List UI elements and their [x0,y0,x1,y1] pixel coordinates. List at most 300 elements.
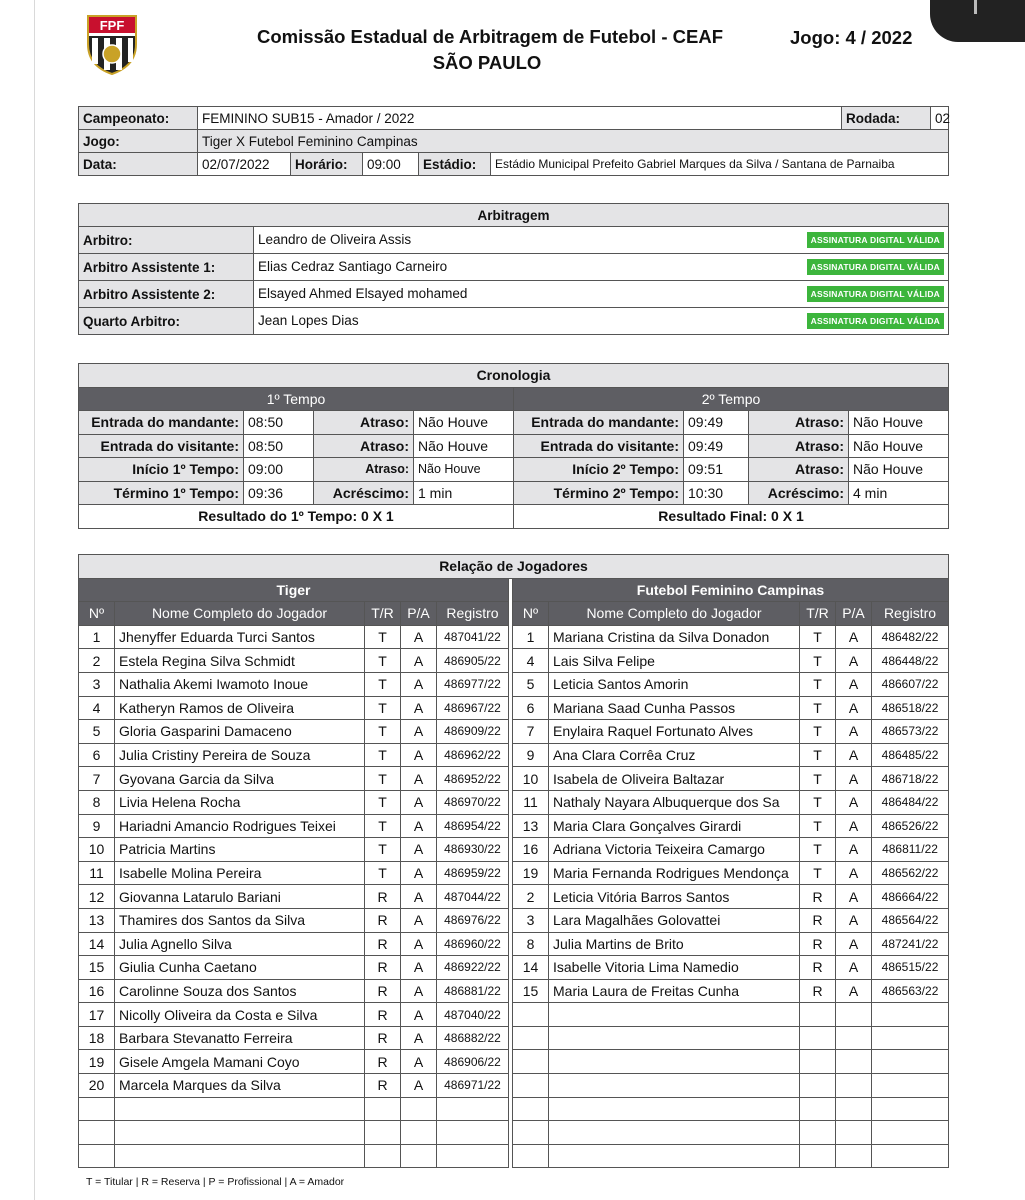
away-player-registration: 486563/22 [872,979,949,1003]
chrono-delay-value-1: Não Houve [414,434,514,458]
away-player-registration: 487241/22 [872,932,949,956]
home-player-name: Jhenyffer Eduarda Turci Santos [115,625,365,649]
chronology-row [79,434,949,458]
away-player-category: A [836,838,872,862]
away-player-number: 13 [513,814,549,838]
home-player-category: A [401,790,437,814]
home-player-number: 9 [79,814,115,838]
home-player-name: Nathalia Akemi Iwamoto Inoue [115,672,365,696]
home-player-registration: 486930/22 [437,838,509,862]
away-player-category: A [836,625,872,649]
away-player-name: Mariana Saad Cunha Passos [549,696,800,720]
away-player-category [836,1074,872,1098]
player-row [79,1074,949,1098]
referee-name-cell [254,308,949,335]
away-player-status: R [800,979,836,1003]
away-player-category: A [836,696,872,720]
away-player-name [549,1074,800,1098]
away-player-registration: 486485/22 [872,743,949,767]
home-player-category [401,1121,437,1145]
chronology-row [79,481,949,505]
home-player-status: R [365,956,401,980]
away-player-status: T [800,649,836,673]
away-player-name: Enylaira Raquel Fortunato Alves [549,720,800,744]
result-first-half: Resultado do 1º Tempo: 0 X 1 [79,505,514,529]
campeonato-label: Campeonato: [79,107,198,130]
home-player-registration: 486905/22 [437,649,509,673]
referee-row [79,308,949,335]
player-row [79,1050,949,1074]
home-player-name: Carolinne Souza dos Santos [115,979,365,1003]
home-player-category: A [401,908,437,932]
players-table [78,554,949,1168]
home-player-registration: 486959/22 [437,861,509,885]
away-player-name: Mariana Cristina da Silva Donadon [549,625,800,649]
chrono-label-2: Entrada do visitante: [514,434,684,458]
away-player-registration: 486526/22 [872,814,949,838]
player-row [79,1144,949,1168]
player-row [79,932,949,956]
chrono-label-1: Início 1º Tempo: [79,458,244,482]
home-player-category [401,1144,437,1168]
away-player-status [800,1097,836,1121]
chronology-title: Cronologia [79,364,949,388]
away-player-number [513,1144,549,1168]
home-player-registration: 487044/22 [437,885,509,909]
home-player-registration: 486954/22 [437,814,509,838]
home-player-registration: 486906/22 [437,1050,509,1074]
away-player-category [836,1097,872,1121]
home-player-registration [437,1121,509,1145]
home-player-registration [437,1097,509,1121]
home-player-status [365,1144,401,1168]
home-player-status: T [365,696,401,720]
away-player-number: 9 [513,743,549,767]
home-player-status [365,1121,401,1145]
away-player-category: A [836,956,872,980]
home-player-number: 20 [79,1074,115,1098]
away-player-category: A [836,908,872,932]
chrono-delay-value-2: Não Houve [849,458,949,482]
player-row [79,1121,949,1145]
home-player-name: Katheryn Ramos de Oliveira [115,696,365,720]
chrono-delay-label-2: Atraso: [749,411,849,435]
away-player-category: A [836,885,872,909]
referees-table [78,203,949,335]
away-player-number: 15 [513,979,549,1003]
result-final: Resultado Final: 0 X 1 [514,505,949,529]
away-player-name: Adriana Victoria Teixeira Camargo [549,838,800,862]
home-player-number: 15 [79,956,115,980]
away-player-registration: 486564/22 [872,908,949,932]
home-team-header: Tiger [79,578,509,602]
home-player-name: Julia Agnello Silva [115,932,365,956]
away-player-number [513,1074,549,1098]
home-player-number: 10 [79,838,115,862]
legend-footnote: T = Titular | R = Reserva | P = Profissional | A = Amador [86,1176,345,1188]
away-player-registration [872,1050,949,1074]
player-row [79,814,949,838]
home-player-name: Livia Helena Rocha [115,790,365,814]
away-player-name [549,1050,800,1074]
horario-label: Horário: [291,153,363,176]
away-player-category: A [836,861,872,885]
home-player-status: R [365,908,401,932]
chrono-time-1: 09:36 [244,481,314,505]
home-player-number: 18 [79,1026,115,1050]
away-player-category: A [836,743,872,767]
viewer-corner [930,0,1025,42]
away-player-status: T [800,696,836,720]
away-player-category: A [836,979,872,1003]
away-player-registration [872,1003,949,1027]
home-player-name: Gloria Gasparini Damaceno [115,720,365,744]
home-player-status: T [365,767,401,791]
home-player-category: A [401,767,437,791]
home-player-number: 16 [79,979,115,1003]
away-player-registration [872,1097,949,1121]
away-player-name: Maria Clara Gonçalves Girardi [549,814,800,838]
chronology-row [79,458,949,482]
player-row [79,720,949,744]
referee-role: Quarto Arbitro: [79,308,254,335]
number-header: Nº [79,602,115,626]
away-player-number: 11 [513,790,549,814]
player-row [79,885,949,909]
away-player-registration: 486448/22 [872,649,949,673]
away-player-number: 14 [513,956,549,980]
referee-name: Jean Lopes Dias [258,313,359,328]
away-player-status: T [800,814,836,838]
home-player-status: R [365,979,401,1003]
home-player-name: Gisele Amgela Mamani Coyo [115,1050,365,1074]
chrono-delay-value-1: Não Houve [414,411,514,435]
away-player-registration: 486562/22 [872,861,949,885]
away-player-name: Julia Martins de Brito [549,932,800,956]
away-player-registration: 486664/22 [872,885,949,909]
referees-title: Arbitragem [79,204,949,227]
referee-name-cell [254,227,949,254]
away-player-status: R [800,956,836,980]
rodada-label: Rodada: [842,107,931,130]
away-player-category [836,1026,872,1050]
home-player-number: 11 [79,861,115,885]
chrono-delay-value-2: Não Houve [849,434,949,458]
away-player-status [800,1026,836,1050]
header-title: Comissão Estadual de Arbitragem de Futebol - CEAF [257,26,723,47]
away-player-number: 2 [513,885,549,909]
estadio-label: Estádio: [419,153,491,176]
referee-row [79,281,949,308]
home-player-name: Giulia Cunha Caetano [115,956,365,980]
chrono-time-2: 09:51 [684,458,749,482]
home-player-name: Julia Cristiny Pereira de Souza [115,743,365,767]
referee-name-cell [254,254,949,281]
home-player-registration: 486962/22 [437,743,509,767]
away-player-name: Maria Laura de Freitas Cunha [549,979,800,1003]
home-player-number: 6 [79,743,115,767]
away-player-name [549,1097,800,1121]
chronology-table [78,363,949,529]
chrono-label-2: Início 2º Tempo: [514,458,684,482]
player-row [79,956,949,980]
home-player-registration: 486882/22 [437,1026,509,1050]
away-player-number: 10 [513,767,549,791]
rodada-value: 02 [931,107,949,130]
home-player-category: A [401,696,437,720]
home-player-number: 2 [79,649,115,673]
away-player-number: 8 [513,932,549,956]
jogo-value: Tiger X Futebol Feminino Campinas [198,130,949,153]
referee-name-cell [254,281,949,308]
home-player-status: T [365,625,401,649]
away-player-registration: 486484/22 [872,790,949,814]
home-player-number [79,1097,115,1121]
home-player-category: A [401,649,437,673]
home-player-name: Nicolly Oliveira da Costa e Silva [115,1003,365,1027]
home-player-category: A [401,979,437,1003]
home-player-status: R [365,932,401,956]
player-row [79,767,949,791]
chrono-delay-value-2: Não Houve [849,411,949,435]
home-player-name [115,1144,365,1168]
home-player-status: T [365,672,401,696]
home-player-registration: 486960/22 [437,932,509,956]
home-player-status: T [365,649,401,673]
player-row [79,649,949,673]
home-player-number: 14 [79,932,115,956]
away-player-name: Leticia Santos Amorin [549,672,800,696]
chrono-delay-label-2: Acréscimo: [749,481,849,505]
horario-value: 09:00 [363,153,419,176]
home-player-category: A [401,1026,437,1050]
home-player-number: 13 [79,908,115,932]
away-player-name: Lara Magalhães Golovattei [549,908,800,932]
away-player-name [549,1003,800,1027]
home-player-status [365,1097,401,1121]
chrono-label-1: Término 1º Tempo: [79,481,244,505]
home-player-name: Giovanna Latarulo Bariani [115,885,365,909]
chrono-label-2: Entrada do mandante: [514,411,684,435]
away-player-number [513,1097,549,1121]
home-player-name: Thamires dos Santos da Silva [115,908,365,932]
referee-role: Arbitro Assistente 2: [79,281,254,308]
away-player-number: 5 [513,672,549,696]
away-player-number [513,1003,549,1027]
away-player-number: 3 [513,908,549,932]
chrono-delay-label-2: Atraso: [749,434,849,458]
digital-signature-badge: ASSINATURA DIGITAL VÁLIDA [807,313,944,329]
chrono-delay-label-1: Atraso: [314,458,414,482]
away-player-category: A [836,767,872,791]
digital-signature-badge: ASSINATURA DIGITAL VÁLIDA [807,286,944,302]
home-player-category: A [401,625,437,649]
data-value: 02/07/2022 [198,153,291,176]
home-player-registration: 487040/22 [437,1003,509,1027]
away-player-registration: 486718/22 [872,767,949,791]
chrono-delay-value-1: 1 min [414,481,514,505]
away-player-status: R [800,908,836,932]
chrono-label-1: Entrada do mandante: [79,411,244,435]
home-player-number [79,1121,115,1145]
half1-header: 1º Tempo [79,387,514,411]
pa-header: P/A [836,602,872,626]
pa-header: P/A [401,602,437,626]
home-player-category: A [401,885,437,909]
away-player-number [513,1121,549,1145]
home-player-registration [437,1144,509,1168]
away-player-category: A [836,790,872,814]
player-row [79,1097,949,1121]
away-player-name: Isabelle Vitoria Lima Namedio [549,956,800,980]
player-row [79,1026,949,1050]
home-player-number: 1 [79,625,115,649]
chrono-time-2: 10:30 [684,481,749,505]
chrono-time-2: 09:49 [684,434,749,458]
home-player-status: T [365,861,401,885]
away-player-status: T [800,743,836,767]
away-player-registration: 486573/22 [872,720,949,744]
away-player-status [800,1121,836,1145]
chronology-row [79,411,949,435]
home-player-registration: 486909/22 [437,720,509,744]
home-player-category: A [401,932,437,956]
chrono-delay-label-1: Atraso: [314,434,414,458]
home-player-number: 19 [79,1050,115,1074]
away-player-name: Nathaly Nayara Albuquerque dos Sa [549,790,800,814]
away-player-registration [872,1144,949,1168]
away-player-name: Maria Fernanda Rodrigues Mendonça [549,861,800,885]
player-row [79,979,949,1003]
home-player-category: A [401,1074,437,1098]
referee-row [79,227,949,254]
home-player-status: T [365,720,401,744]
away-player-status: T [800,838,836,862]
home-player-status: R [365,1003,401,1027]
home-player-category: A [401,743,437,767]
chrono-label-2: Término 2º Tempo: [514,481,684,505]
home-player-category: A [401,838,437,862]
away-player-status: T [800,672,836,696]
away-player-status [800,1050,836,1074]
away-player-category: A [836,932,872,956]
home-player-name [115,1121,365,1145]
away-player-category: A [836,672,872,696]
away-player-status: R [800,885,836,909]
home-player-name: Estela Regina Silva Schmidt [115,649,365,673]
referee-role: Arbitro: [79,227,254,254]
home-player-category: A [401,1050,437,1074]
half2-header: 2º Tempo [514,387,949,411]
away-player-name [549,1026,800,1050]
referee-name: Elias Cedraz Santiago Carneiro [258,259,448,274]
chrono-delay-label-1: Acréscimo: [314,481,414,505]
chrono-time-2: 09:49 [684,411,749,435]
logo-text: FPF [99,18,125,33]
home-player-status: R [365,1026,401,1050]
away-player-category [836,1121,872,1145]
away-player-number: 1 [513,625,549,649]
away-player-status [800,1144,836,1168]
campeonato-value: FEMININO SUB15 - Amador / 2022 [198,107,842,130]
player-row [79,743,949,767]
player-row [79,1003,949,1027]
player-row [79,861,949,885]
away-player-name: Isabela de Oliveira Baltazar [549,767,800,791]
away-player-category [836,1003,872,1027]
away-player-number: 16 [513,838,549,862]
home-player-category: A [401,956,437,980]
tr-header: T/R [365,602,401,626]
home-player-name [115,1097,365,1121]
away-player-number [513,1026,549,1050]
referee-role: Arbitro Assistente 1: [79,254,254,281]
player-row [79,672,949,696]
away-player-name [549,1121,800,1145]
away-player-registration: 486515/22 [872,956,949,980]
away-player-name: Lais Silva Felipe [549,649,800,673]
player-row [79,838,949,862]
away-player-category: A [836,720,872,744]
chrono-time-1: 08:50 [244,434,314,458]
chrono-time-1: 08:50 [244,411,314,435]
home-player-name: Isabelle Molina Pereira [115,861,365,885]
home-player-registration: 486976/22 [437,908,509,932]
home-player-category: A [401,720,437,744]
home-player-registration: 486922/22 [437,956,509,980]
data-label: Data: [79,153,198,176]
home-player-status: T [365,838,401,862]
home-player-number: 3 [79,672,115,696]
away-player-registration: 486811/22 [872,838,949,862]
away-player-registration [872,1026,949,1050]
estadio-value: Estádio Municipal Prefeito Gabriel Marques da Silva / Santana de Parnaiba [491,153,949,176]
registro-header: Registro [872,602,949,626]
player-row [79,790,949,814]
home-player-registration: 486970/22 [437,790,509,814]
away-player-name [549,1144,800,1168]
away-player-name: Leticia Vitória Barros Santos [549,885,800,909]
home-player-registration: 486952/22 [437,767,509,791]
home-player-number [79,1144,115,1168]
chrono-delay-label-1: Atraso: [314,411,414,435]
digital-signature-badge: ASSINATURA DIGITAL VÁLIDA [807,259,944,275]
page-edge [34,0,35,1200]
away-team-header: Futebol Feminino Campinas [513,578,949,602]
chrono-label-1: Entrada do visitante: [79,434,244,458]
home-player-number: 8 [79,790,115,814]
away-player-number: 6 [513,696,549,720]
home-player-registration: 487041/22 [437,625,509,649]
away-player-number: 7 [513,720,549,744]
referee-name: Leandro de Oliveira Assis [258,232,412,247]
away-player-status: T [800,720,836,744]
home-player-number: 12 [79,885,115,909]
home-player-status: T [365,790,401,814]
away-player-status: T [800,767,836,791]
home-player-category: A [401,814,437,838]
home-player-number: 7 [79,767,115,791]
chrono-delay-label-2: Atraso: [749,458,849,482]
away-player-status [800,1003,836,1027]
home-player-registration: 486881/22 [437,979,509,1003]
away-player-registration [872,1074,949,1098]
home-player-category: A [401,1003,437,1027]
away-player-status: T [800,790,836,814]
player-row [79,908,949,932]
away-player-registration: 486482/22 [872,625,949,649]
away-player-category: A [836,649,872,673]
